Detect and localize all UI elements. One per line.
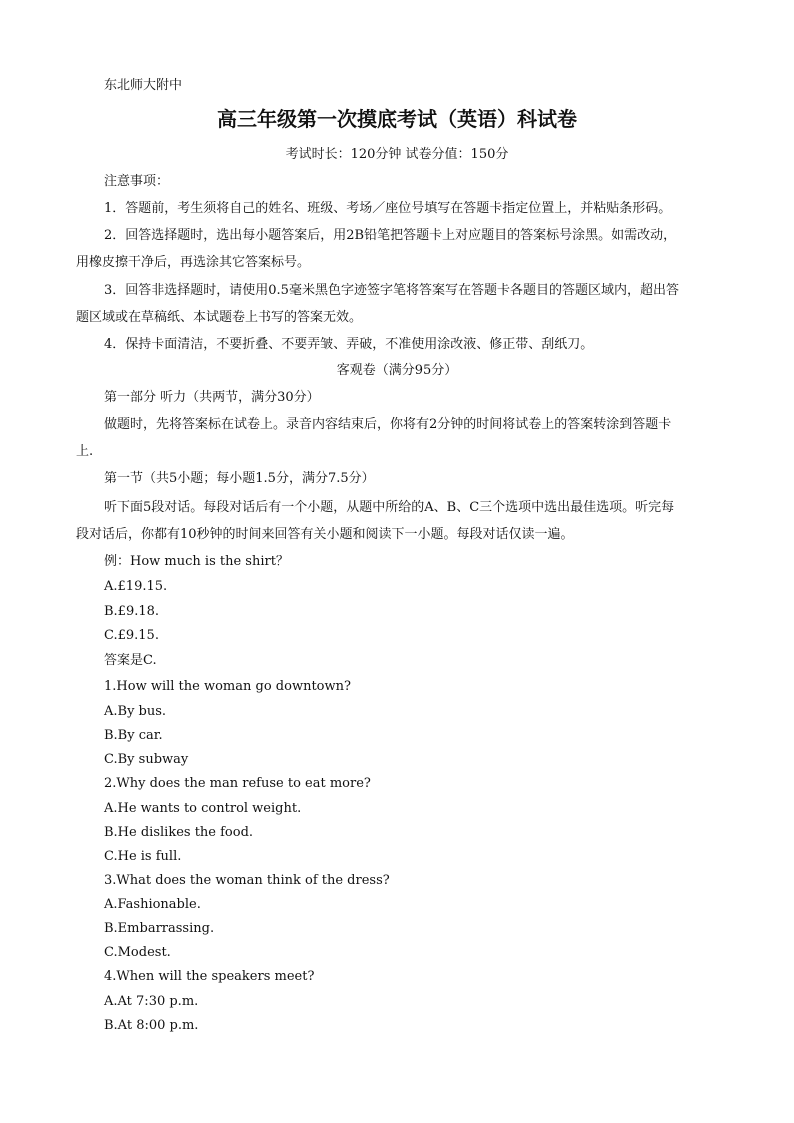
objective-heading: 客观卷（满分95分）	[336, 363, 458, 378]
question-4: 4.When will the speakers meet?	[104, 969, 315, 984]
question-3-option-b: B.Embarrassing.	[104, 921, 215, 936]
notice-item-2-line-1: 2．回答选择题时，选出每小题答案后，用2B铅笔把答题卡上对应题目的答案标号涂黑。如需改动，	[104, 228, 677, 243]
notice-item-2-line-2: 用橡皮擦干净后，再选涂其它答案标号。	[76, 255, 311, 270]
section-1-heading: 第一节（共5小题；每小题1.5分，满分7.5分）	[104, 471, 375, 486]
question-2-option-b: B.He dislikes the food.	[104, 825, 254, 840]
question-2-option-a: A.He wants to control weight.	[104, 801, 302, 816]
section-1-desc-line-1: 听下面5段对话。每段对话后有一个小题，从题中所给的A、B、C三个选项中选出最佳选项。听完每	[104, 500, 675, 515]
notice-item-4: 4．保持卡面清洁，不要折叠、不要弄皱、弄破，不准使用涂改液、修正带、刮纸刀。	[104, 337, 594, 352]
part-1-heading: 第一部分 听力（共两节，满分30分）	[104, 390, 320, 405]
example-option-a: A.£19.15.	[104, 579, 168, 594]
question-3-option-a: A.Fashionable.	[104, 897, 201, 912]
school-name: 东北师大附中	[104, 78, 183, 93]
exam-title: 高三年级第一次摸底考试（英语）科试卷	[217, 107, 577, 131]
question-1-option-a: A.By bus.	[104, 704, 167, 719]
example-question: 例：How much is the shirt？	[104, 554, 289, 569]
question-4-option-b: B.At 8:00 p.m.	[104, 1018, 199, 1033]
question-2-option-c: C.He is full.	[104, 849, 182, 864]
question-4-option-a: A.At 7:30 p.m.	[104, 994, 199, 1009]
question-1-option-b: B.By car.	[104, 728, 163, 743]
example-option-b: B.£9.18.	[104, 604, 160, 619]
question-2: 2.Why does the man refuse to eat more?	[104, 776, 371, 791]
question-1-option-c: C.By subway	[104, 752, 189, 767]
notice-heading: 注意事项：	[104, 174, 170, 189]
notice-item-3-line-2: 题区域或在草稿纸、本试题卷上书写的答案无效。	[76, 310, 363, 325]
question-3: 3.What does the woman think of the dress?	[104, 873, 390, 888]
part-1-desc-line-2: 上.	[76, 444, 94, 459]
question-3-option-c: C.Modest.	[104, 945, 171, 960]
part-1-desc-line-1: 做题时，先将答案标在试卷上。录音内容结束后，你将有2分钟的时间将试卷上的答案转涂到答题卡	[104, 417, 672, 432]
notice-item-3-line-1: 3．回答非选择题时，请使用0.5毫米黑色字迹签字笔将答案写在答题卡各题目的答题区域内，超出答	[104, 283, 679, 298]
example-option-c: C.£9.15.	[104, 628, 159, 643]
exam-meta: 考试时长：120分钟 试卷分值：150分	[285, 147, 509, 162]
section-1-desc-line-2: 段对话后，你都有10秒钟的时间来回答有关小题和阅读下一小题。每段对话仅读一遍。	[76, 527, 574, 542]
example-answer: 答案是C.	[104, 653, 157, 668]
notice-item-1: 1．答题前，考生须将自己的姓名、班级、考场／座位号填写在答题卡指定位置上，并粘贴条形码。	[104, 201, 672, 216]
question-1: 1.How will the woman go downtown?	[104, 679, 351, 694]
